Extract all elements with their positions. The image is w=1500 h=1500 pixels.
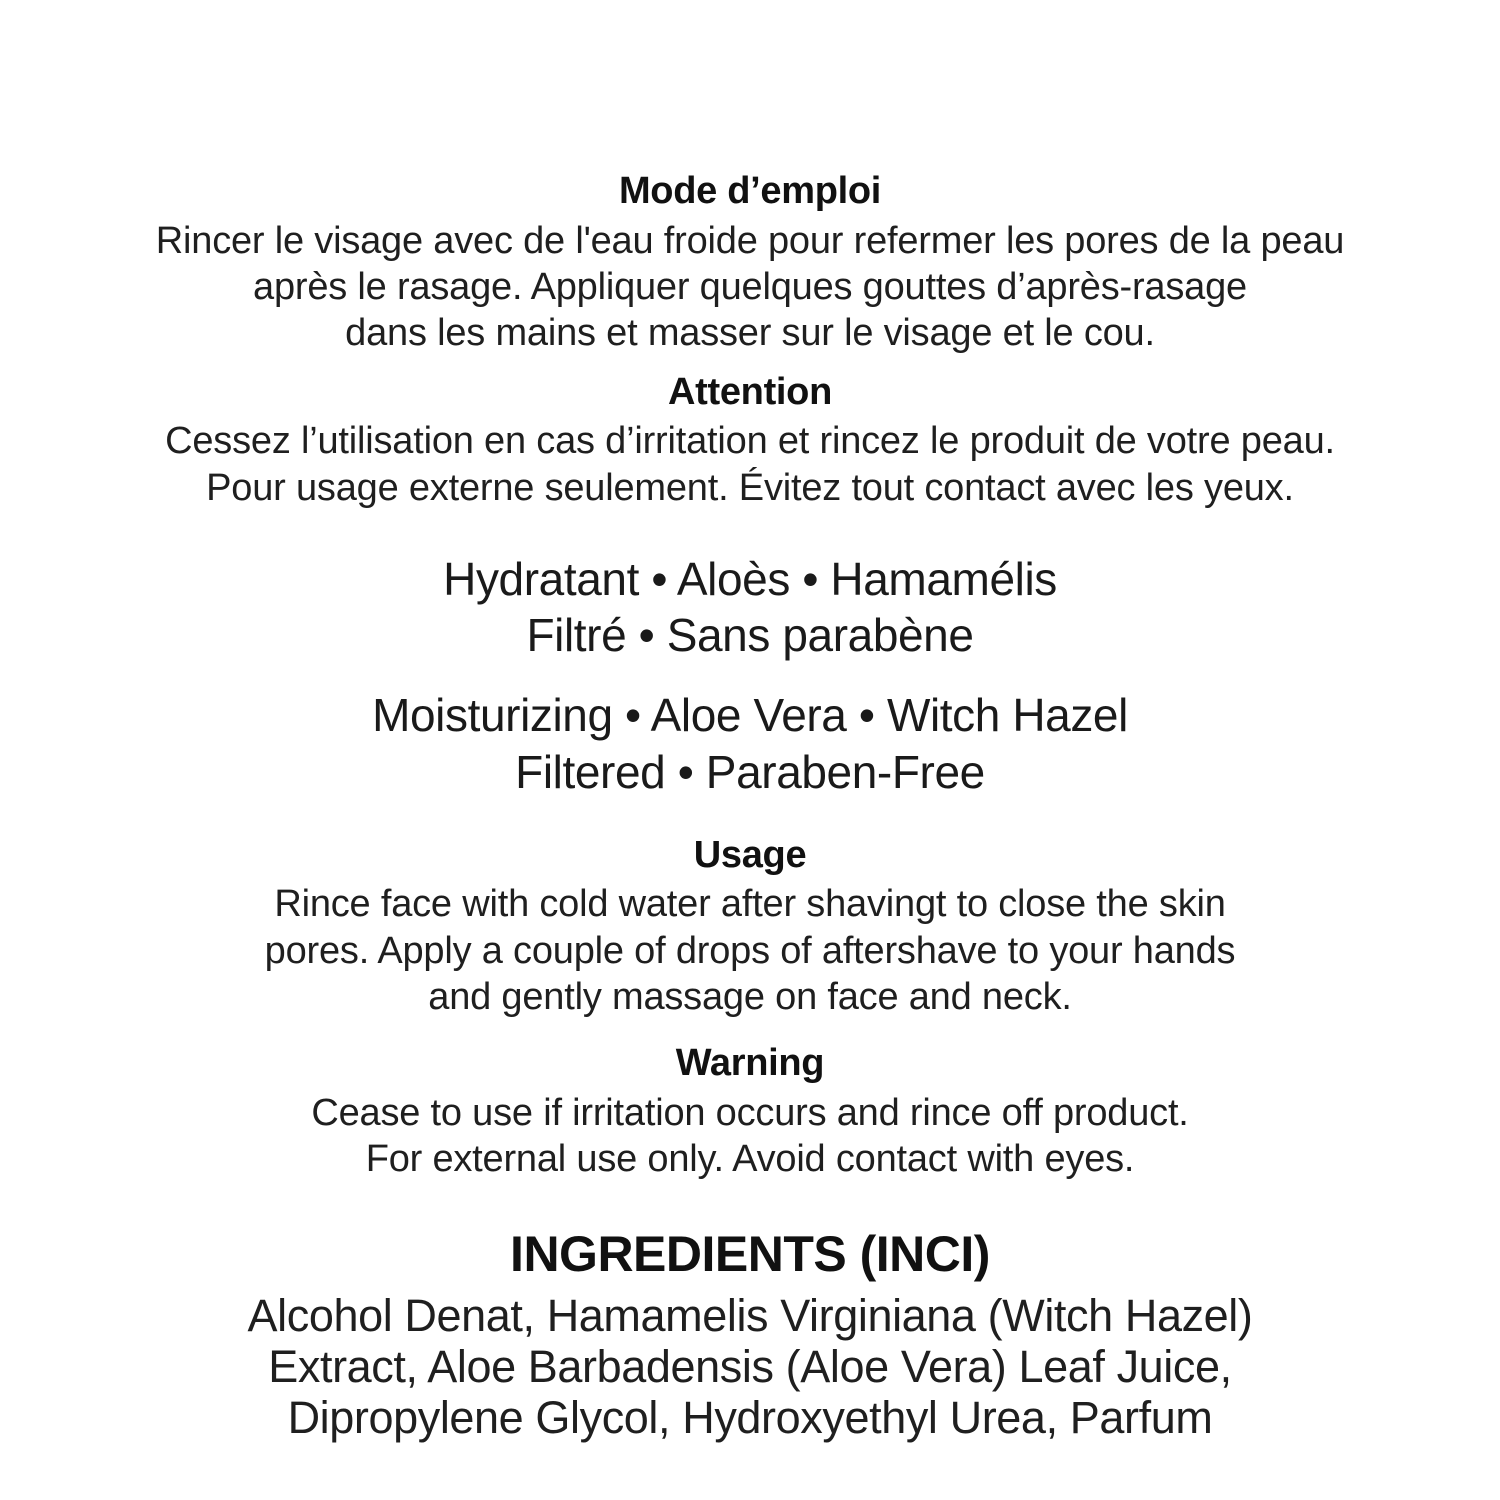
features-section [110, 551, 1390, 799]
ingredients-line-1: Alcohol Denat, Hamamelis Virginiana (Witch Hazel) [247, 1289, 1253, 1341]
mode-emploi-line-2: après le rasage. Appliquer quelques gouttes d’après-rasage [253, 266, 1247, 309]
ingredients-heading: INGREDIENTS (INCI) [510, 1225, 990, 1282]
attention-text [110, 418, 1390, 511]
warning-section [110, 1042, 1390, 1182]
mode-emploi-line-1: Rincer le visage avec de l'eau froide pour refermer les pores de la peau [155, 219, 1345, 262]
features-french-line-2: Filtré • Sans parabène [526, 609, 974, 662]
usage-text [110, 881, 1390, 1020]
usage-line-1: Rince face with cold water after shavingt to close the skin [274, 883, 1226, 926]
warning-line-1: Cease to use if irritation occurs and rince off product. [311, 1092, 1189, 1135]
features-english-line-2: Filtered • Paraben-Free [515, 745, 985, 798]
ingredients-line-2: Extract, Aloe Barbadensis (Aloe Vera) Leaf Juice, [268, 1341, 1232, 1393]
ingredients-section [110, 1227, 1390, 1444]
usage-line-2: pores. Apply a couple of drops of aftershave to your hands [264, 929, 1236, 972]
mode-emploi-heading: Mode d’emploi [618, 170, 882, 212]
features-english-line-1: Moisturizing • Aloe Vera • Witch Hazel [372, 689, 1128, 742]
usage-line-3: and gently massage on face and neck. [428, 976, 1072, 1019]
mode-emploi-line-3: dans les mains et masser sur le visage et le cou. [345, 312, 1155, 355]
mode-emploi-section [110, 170, 1390, 357]
usage-heading: Usage [693, 833, 807, 876]
features-english [110, 687, 1390, 799]
usage-section [110, 834, 1390, 1021]
features-french [110, 551, 1390, 663]
features-french-line-1: Hydratant • Aloès • Hamamélis [443, 553, 1057, 606]
attention-line-1: Cessez l’utilisation en cas d’irritation et rincez le produit de votre peau. [165, 420, 1335, 463]
ingredients-line-3: Dipropylene Glycol, Hydroxyethyl Urea, Parfum [287, 1392, 1213, 1444]
mode-emploi-text [110, 218, 1390, 357]
attention-heading: Attention [667, 370, 833, 413]
ingredients-text [110, 1290, 1390, 1444]
attention-line-2: Pour usage externe seulement. Évitez tout contact avec les yeux. [206, 466, 1294, 509]
warning-line-2: For external use only. Avoid contact with eyes. [365, 1138, 1135, 1181]
warning-text [110, 1090, 1390, 1183]
attention-section [110, 371, 1390, 511]
warning-heading: Warning [675, 1042, 825, 1085]
